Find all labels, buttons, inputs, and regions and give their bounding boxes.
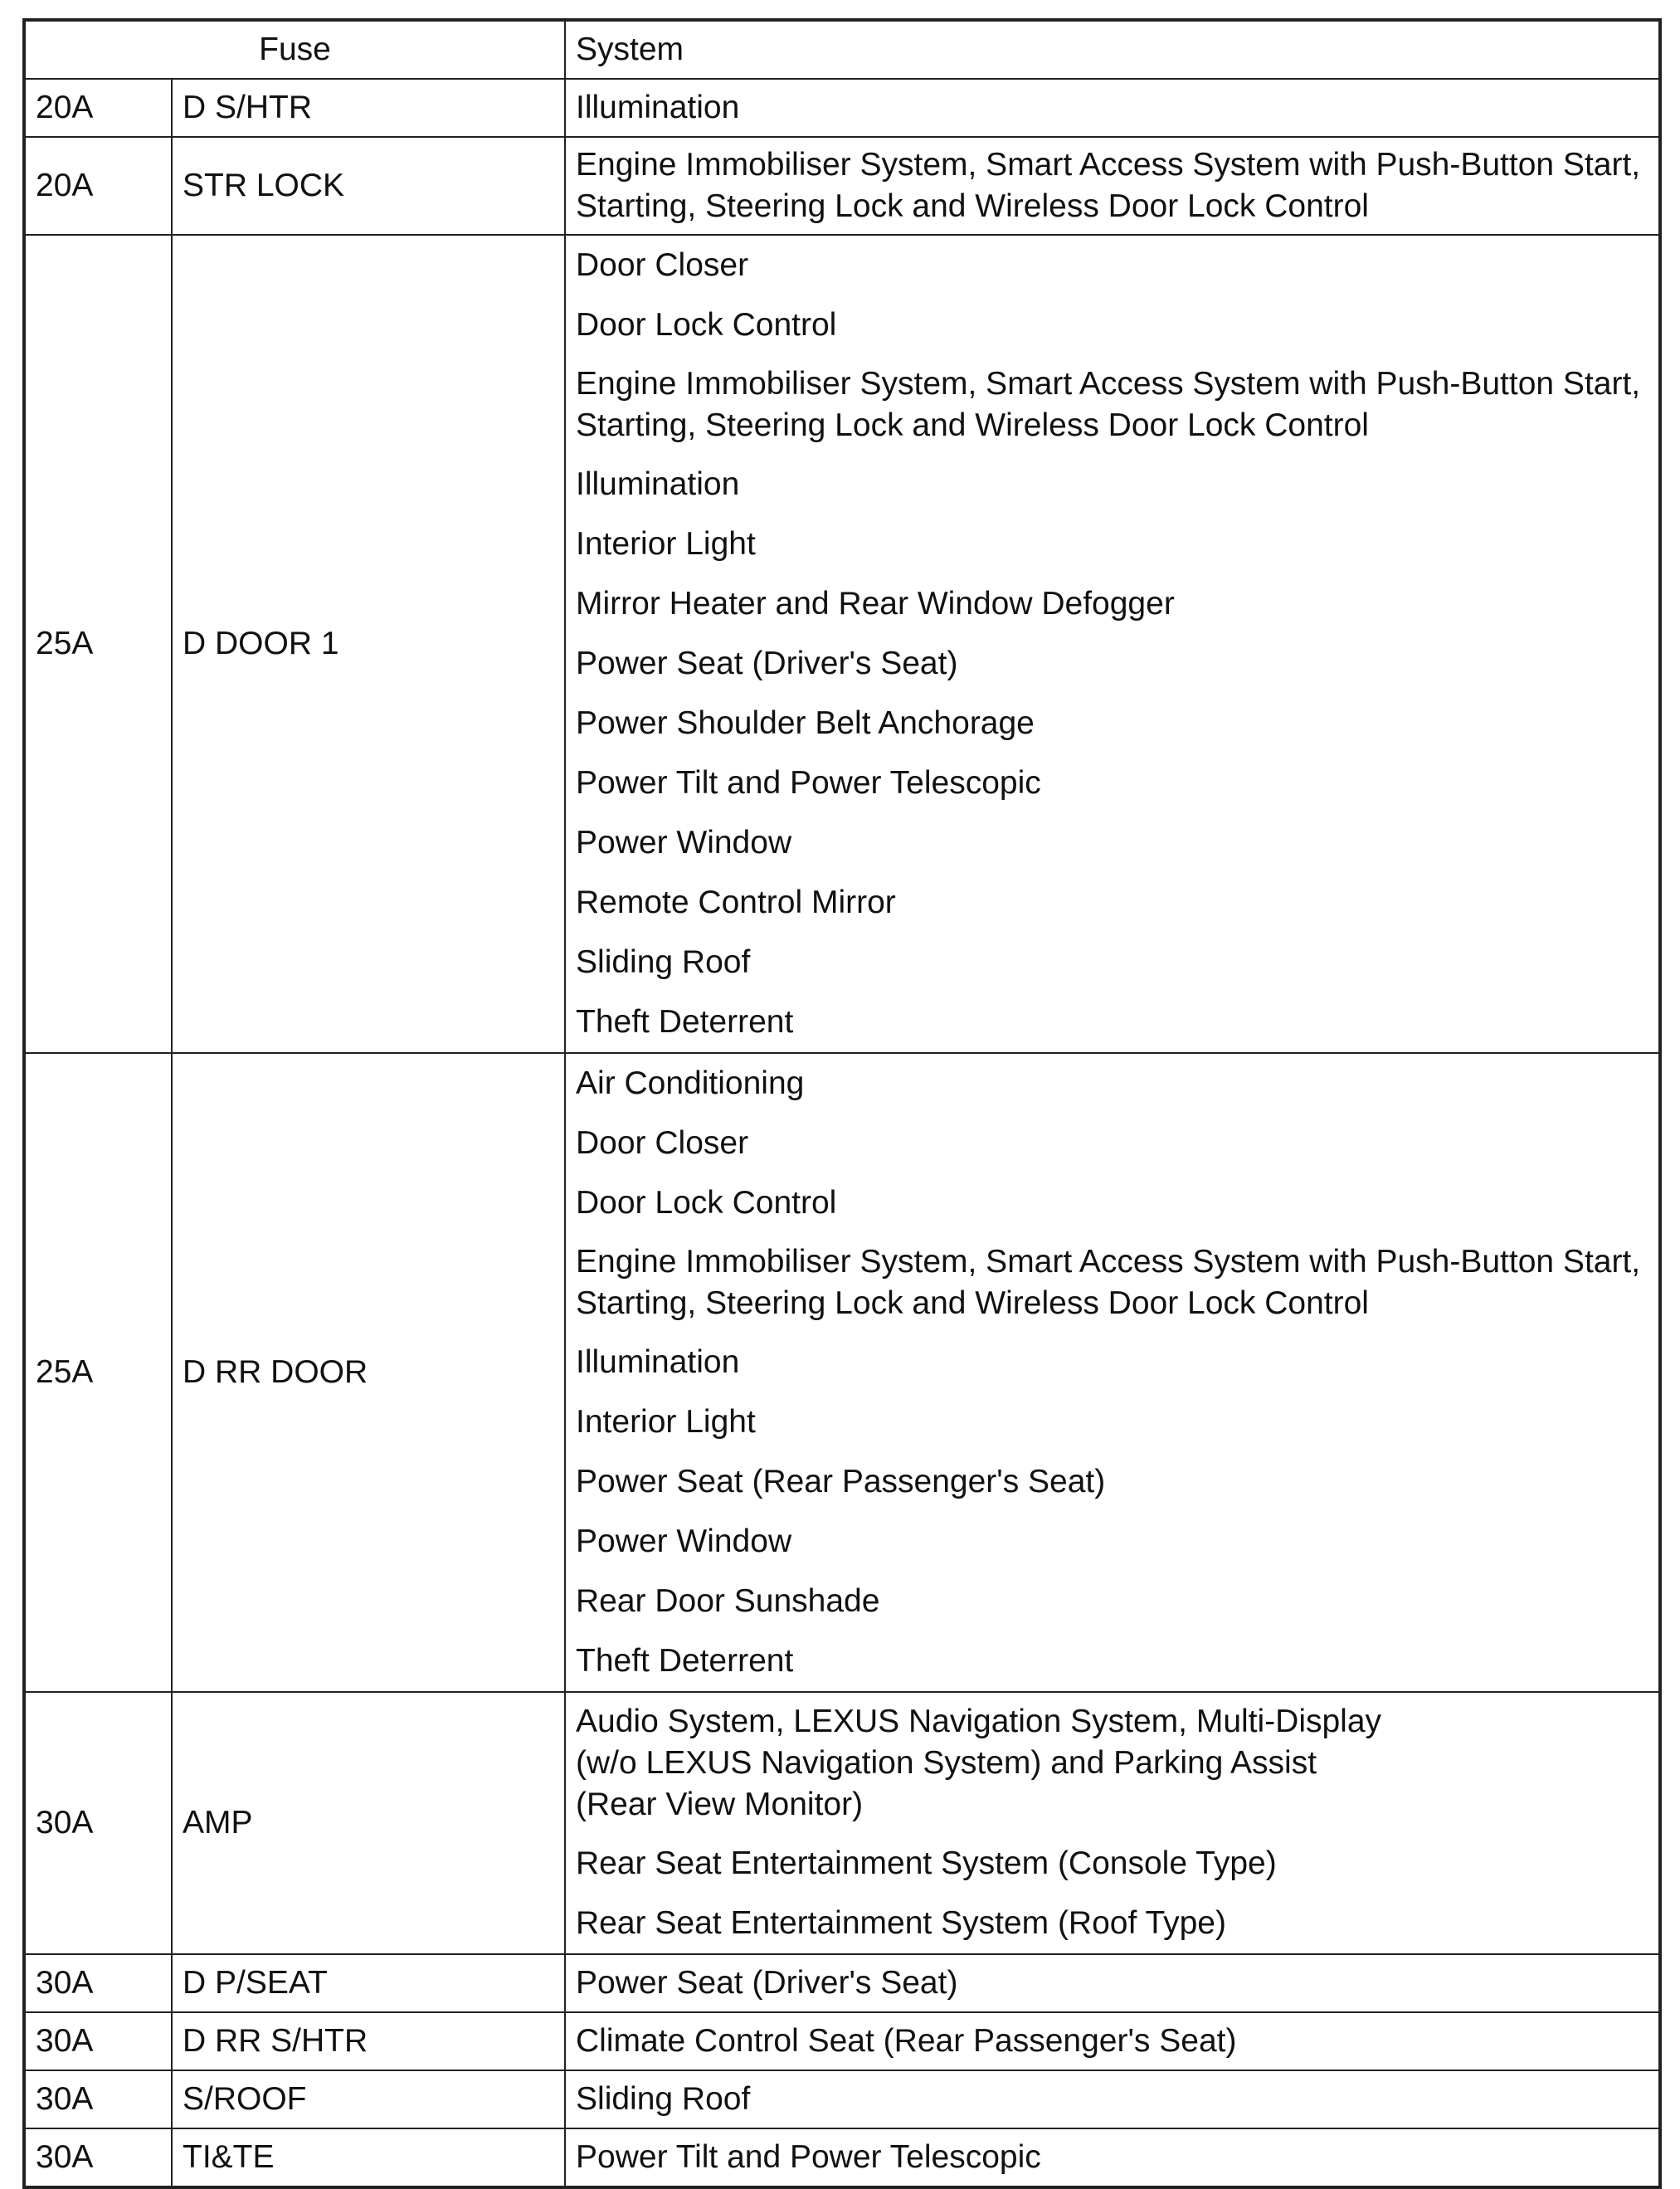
- system-item: Engine Immobiliser System, Smart Access System with Push-Button Start, Starting, Steering Lock and Wireless Door Lock Control: [576, 366, 1641, 443]
- system-item: Sliding Roof: [576, 944, 751, 980]
- system-item: Illumination: [576, 1344, 740, 1380]
- system-item: Interior Light: [576, 526, 756, 562]
- system-item: Mirror Heater and Rear Window Defogger: [576, 586, 1175, 622]
- system-cell: [565, 2070, 1660, 2128]
- system-item: Door Lock Control: [576, 1185, 837, 1221]
- system-item: Theft Deterrent: [576, 1004, 794, 1040]
- system-cell: [565, 2128, 1660, 2187]
- system-item: Illumination: [576, 90, 740, 125]
- system-item: Power Shoulder Belt Anchorage: [576, 705, 1035, 741]
- system-cell: [565, 2012, 1660, 2070]
- system-item: Interior Light: [576, 1404, 756, 1440]
- system-item: Power Window: [576, 825, 792, 860]
- fuse-amperage-cell: 20A: [24, 137, 172, 235]
- fuse-name-cell: AMP: [172, 1692, 565, 1954]
- fuse-amperage-cell: 25A: [24, 235, 172, 1053]
- fuse-amperage-cell: 30A: [24, 1954, 172, 2012]
- table-row: [24, 2070, 1660, 2128]
- table-header-row: [24, 20, 1660, 79]
- system-cell: [565, 235, 1660, 1053]
- fuse-table: [22, 18, 1662, 2189]
- fuse-name-cell: D P/SEAT: [172, 1954, 565, 2012]
- fuse-name-cell: TI&TE: [172, 2128, 565, 2187]
- table-row: [24, 1692, 1660, 1954]
- fuse-name-cell: STR LOCK: [172, 137, 565, 235]
- system-item: Power Tilt and Power Telescopic: [576, 2139, 1041, 2175]
- system-item: Power Window: [576, 1524, 792, 1559]
- system-item: Power Tilt and Power Telescopic: [576, 765, 1041, 801]
- system-item: Engine Immobiliser System, Smart Access System with Push-Button Start, Starting, Steering Lock and Wireless Door Lock Control: [576, 147, 1641, 224]
- system-item: Rear Seat Entertainment System (Roof Type): [576, 1905, 1226, 1941]
- system-item: Rear Seat Entertainment System (Console Type): [576, 1845, 1277, 1881]
- table-row: [24, 1053, 1660, 1692]
- table-row: [24, 1954, 1660, 2012]
- fuse-name-cell: D RR DOOR: [172, 1053, 565, 1692]
- system-item: Rear Door Sunshade: [576, 1583, 880, 1619]
- system-item: Door Closer: [576, 247, 749, 283]
- system-item: Air Conditioning: [576, 1065, 805, 1101]
- table-row: [24, 2012, 1660, 2070]
- system-item: Climate Control Seat (Rear Passenger's Seat): [576, 2023, 1237, 2059]
- system-item: Door Lock Control: [576, 307, 837, 343]
- system-item: Sliding Roof: [576, 2081, 751, 2117]
- fuse-amperage-cell: 30A: [24, 2070, 172, 2128]
- fuse-amperage-cell: 30A: [24, 2012, 172, 2070]
- fuse-name-cell: S/ROOF: [172, 2070, 565, 2128]
- system-item: Door Closer: [576, 1125, 749, 1161]
- table-row: [24, 137, 1660, 235]
- fuse-amperage-cell: 30A: [24, 1692, 172, 1954]
- system-cell: [565, 1692, 1660, 1954]
- table-row: [24, 79, 1660, 137]
- fuse-amperage-cell: 30A: [24, 2128, 172, 2187]
- system-item: Engine Immobiliser System, Smart Access System with Push-Button Start, Starting, Steering Lock and Wireless Door Lock Control: [576, 1244, 1641, 1321]
- system-cell: [565, 1954, 1660, 2012]
- fuse-amperage-cell: 20A: [24, 79, 172, 137]
- system-item: Power Seat (Driver's Seat): [576, 1965, 958, 2001]
- system-column-header: System: [565, 20, 1660, 79]
- system-item: Power Seat (Driver's Seat): [576, 646, 958, 681]
- fuse-name-cell: D RR S/HTR: [172, 2012, 565, 2070]
- fuse-amperage-cell: 25A: [24, 1053, 172, 1692]
- system-item: Illumination: [576, 466, 740, 502]
- system-cell: [565, 137, 1660, 235]
- fuse-column-header: Fuse: [24, 20, 565, 79]
- fuse-name-cell: D DOOR 1: [172, 235, 565, 1053]
- system-cell: [565, 79, 1660, 137]
- fuse-name-cell: D S/HTR: [172, 79, 565, 137]
- system-item: Theft Deterrent: [576, 1643, 794, 1679]
- system-cell: [565, 1053, 1660, 1692]
- table-body: [24, 79, 1660, 2187]
- system-item: Audio System, LEXUS Navigation System, Multi-Display (w/o LEXUS Navigation System) and Parking Assist (Rear View Monitor): [576, 1704, 1382, 1822]
- table-row: [24, 2128, 1660, 2187]
- table-row: [24, 235, 1660, 1053]
- system-item: Power Seat (Rear Passenger's Seat): [576, 1464, 1106, 1499]
- system-item: Remote Control Mirror: [576, 885, 896, 920]
